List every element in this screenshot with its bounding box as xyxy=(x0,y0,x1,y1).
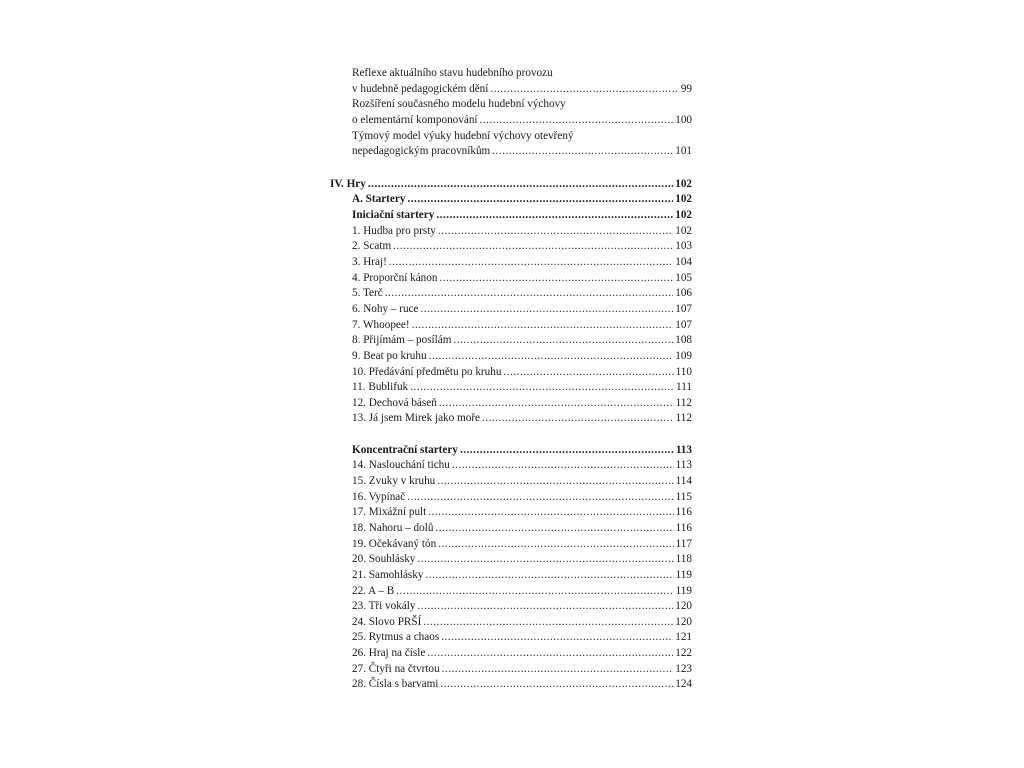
page-number: 116 xyxy=(675,521,692,534)
page-number: 112 xyxy=(675,412,692,425)
toc-entry-line2 xyxy=(330,144,692,160)
toc-item-label: 21. Samohlásky xyxy=(352,568,424,581)
toc-item xyxy=(330,333,692,349)
dot-leader xyxy=(385,286,674,302)
page-number: 102 xyxy=(675,177,692,190)
toc-item xyxy=(330,411,692,427)
toc-item xyxy=(330,521,692,537)
dot-leader xyxy=(412,318,674,334)
toc-section xyxy=(330,192,692,208)
toc-item-label: 1. Hudba pro prsty xyxy=(352,224,436,237)
dot-leader xyxy=(389,255,673,271)
toc-item-label: 6. Nohy – ruce xyxy=(352,302,419,315)
toc-item xyxy=(330,490,692,506)
dot-leader xyxy=(407,192,673,208)
toc-item-label: 19. Očekávaný tón xyxy=(352,537,437,550)
dot-leader xyxy=(442,662,674,678)
dot-leader xyxy=(368,177,673,193)
toc-item-label: 9. Beat po kruhu xyxy=(352,349,427,362)
page-number: 120 xyxy=(675,615,692,628)
dot-leader xyxy=(438,537,673,553)
page-number: 122 xyxy=(675,647,692,660)
page-number: 106 xyxy=(675,287,692,300)
page-number: 102 xyxy=(675,193,692,206)
dot-leader xyxy=(490,82,678,98)
toc-entry-line2 xyxy=(330,113,692,129)
toc-item xyxy=(330,646,692,662)
toc-item xyxy=(330,474,692,490)
dot-leader xyxy=(425,568,673,584)
page-number: 120 xyxy=(675,600,692,613)
toc-item xyxy=(330,224,692,240)
toc-group-items xyxy=(330,458,692,693)
toc-entry-label: o elementární komponování xyxy=(352,113,478,126)
page-number: 123 xyxy=(675,662,692,675)
dot-leader xyxy=(418,599,674,615)
toc-item xyxy=(330,584,692,600)
toc-entry-line1: Reflexe aktuálního stavu hudebního provozu xyxy=(352,67,553,79)
dot-leader xyxy=(492,144,673,160)
page-number: 101 xyxy=(675,145,692,158)
toc-entry-line1: Týmový model výuky hudební výchovy otevřený xyxy=(352,129,574,142)
toc-entry-label: nepedagogickým pracovníkům xyxy=(352,145,491,158)
dot-leader xyxy=(439,271,673,287)
page-number: 115 xyxy=(675,490,692,503)
page-number: 113 xyxy=(675,459,692,472)
toc-entry-line1: Rozšíření současného modelu hudební výchovy xyxy=(352,98,566,111)
page-number: 103 xyxy=(675,240,692,253)
page-number: 99 xyxy=(680,82,692,95)
toc-item xyxy=(330,365,692,381)
page-number: 118 xyxy=(675,553,692,566)
page-number: 121 xyxy=(675,631,692,644)
dot-leader xyxy=(427,646,673,662)
toc-item xyxy=(330,568,692,584)
toc-item xyxy=(330,537,692,553)
page-number: 112 xyxy=(675,396,692,409)
page-number: 116 xyxy=(675,506,692,519)
spacer xyxy=(330,160,692,177)
toc-item xyxy=(330,396,692,412)
toc-item xyxy=(330,302,692,318)
dot-leader xyxy=(440,677,673,693)
toc-item-label: 18. Nahoru – dolů xyxy=(352,521,434,534)
toc-item-label: 27. Čtyři na čtvrtou xyxy=(352,662,440,675)
page-number: 124 xyxy=(675,678,692,691)
toc-item-label: 3. Hraj! xyxy=(352,256,387,269)
toc-item xyxy=(330,318,692,334)
toc-entry-line2 xyxy=(330,82,692,98)
toc-item-label: 4. Proporční kánon xyxy=(352,271,438,284)
group-heading-label: Iniciační startery xyxy=(352,209,435,222)
table-of-contents xyxy=(330,66,692,693)
page-number: 102 xyxy=(675,224,692,237)
toc-item-label: 25. Rytmus a chaos xyxy=(352,631,440,644)
toc-item-label: 20. Souhlásky xyxy=(352,553,416,566)
dot-leader xyxy=(435,521,673,537)
toc-item-label: 5. Terč xyxy=(352,287,383,300)
dot-leader xyxy=(410,380,674,396)
dot-leader xyxy=(480,113,674,129)
dot-leader xyxy=(452,458,674,474)
dot-leader xyxy=(421,302,674,318)
dot-leader xyxy=(429,349,674,365)
group-heading-label: Koncentrační startery xyxy=(352,443,458,456)
dot-leader xyxy=(441,630,673,646)
dot-leader xyxy=(396,584,673,600)
dot-leader xyxy=(393,239,673,255)
page-number: 119 xyxy=(675,568,692,581)
dot-leader xyxy=(423,615,673,631)
dot-leader xyxy=(436,208,673,224)
page-number: 114 xyxy=(675,475,692,488)
dot-leader xyxy=(438,224,673,240)
toc-item-label: 23. Tři vokály xyxy=(352,600,416,613)
dot-leader xyxy=(439,396,674,412)
toc-item xyxy=(330,662,692,678)
toc-entry-label: v hudebně pedagogickém dění xyxy=(352,82,489,95)
page-number: 109 xyxy=(675,349,692,362)
toc-item xyxy=(330,286,692,302)
dot-leader xyxy=(482,411,674,427)
toc-item-label: 7. Whoopee! xyxy=(352,318,410,331)
toc-item-label: 14. Naslouchání tichu xyxy=(352,459,450,472)
dot-leader xyxy=(428,505,673,521)
toc-item xyxy=(330,630,692,646)
toc-item-label: 28. Čísla s barvami xyxy=(352,678,439,691)
page-number: 104 xyxy=(675,256,692,269)
page-number: 108 xyxy=(675,334,692,347)
toc-item-label: 2. Scatm xyxy=(352,240,392,253)
toc-chapter xyxy=(330,177,692,193)
toc-item-label: 15. Zvuky v kruhu xyxy=(352,475,436,488)
toc-item xyxy=(330,505,692,521)
toc-item-label: 16. Vypínač xyxy=(352,490,406,503)
page-number: 107 xyxy=(675,302,692,315)
toc-item xyxy=(330,239,692,255)
toc-item-label: 26. Hraj na čísle xyxy=(352,647,426,660)
page-number: 111 xyxy=(676,381,692,394)
toc-item-label: 22. A – B xyxy=(352,584,395,597)
toc-item xyxy=(330,552,692,568)
page-number: 100 xyxy=(675,113,692,126)
toc-item-label: 13. Já jsem Mirek jako moře xyxy=(352,412,481,425)
toc-item xyxy=(330,255,692,271)
section-label: A. Startery xyxy=(352,193,406,206)
page-number: 102 xyxy=(675,209,692,222)
page-number: 119 xyxy=(675,584,692,597)
toc-item xyxy=(330,271,692,287)
toc-entry xyxy=(330,97,692,128)
spacer xyxy=(330,427,692,443)
toc-item-label: 24. Slovo PRŠÍ xyxy=(352,615,422,628)
dot-leader xyxy=(417,552,673,568)
page-number: 107 xyxy=(675,318,692,331)
page-number: 110 xyxy=(675,365,692,378)
toc-item-label: 10. Předávání předmětu po kruhu xyxy=(352,365,502,378)
toc-item-label: 11. Bublifuk xyxy=(352,381,409,394)
toc-item-label: 8. Přijímám – posílám xyxy=(352,334,452,347)
toc-item xyxy=(330,615,692,631)
dot-leader xyxy=(407,490,673,506)
toc-item-label: 17. Mixážní pult xyxy=(352,506,427,519)
toc-group-heading xyxy=(330,208,692,224)
toc-entry xyxy=(330,129,692,160)
chapter-label: IV. Hry xyxy=(330,177,366,190)
dot-leader xyxy=(460,443,674,459)
page-number: 113 xyxy=(675,443,692,456)
dot-leader xyxy=(453,333,673,349)
toc-item xyxy=(330,599,692,615)
toc-item xyxy=(330,458,692,474)
toc-item xyxy=(330,380,692,396)
toc-item-label: 12. Dechová báseň xyxy=(352,396,437,409)
page-number: 105 xyxy=(675,271,692,284)
toc-item xyxy=(330,677,692,693)
toc-item xyxy=(330,349,692,365)
toc-group-items xyxy=(330,224,692,427)
dot-leader xyxy=(503,365,673,381)
toc-group-heading xyxy=(330,443,692,459)
dot-leader xyxy=(437,474,673,490)
toc-entry xyxy=(330,66,692,97)
page-number: 117 xyxy=(675,537,692,550)
